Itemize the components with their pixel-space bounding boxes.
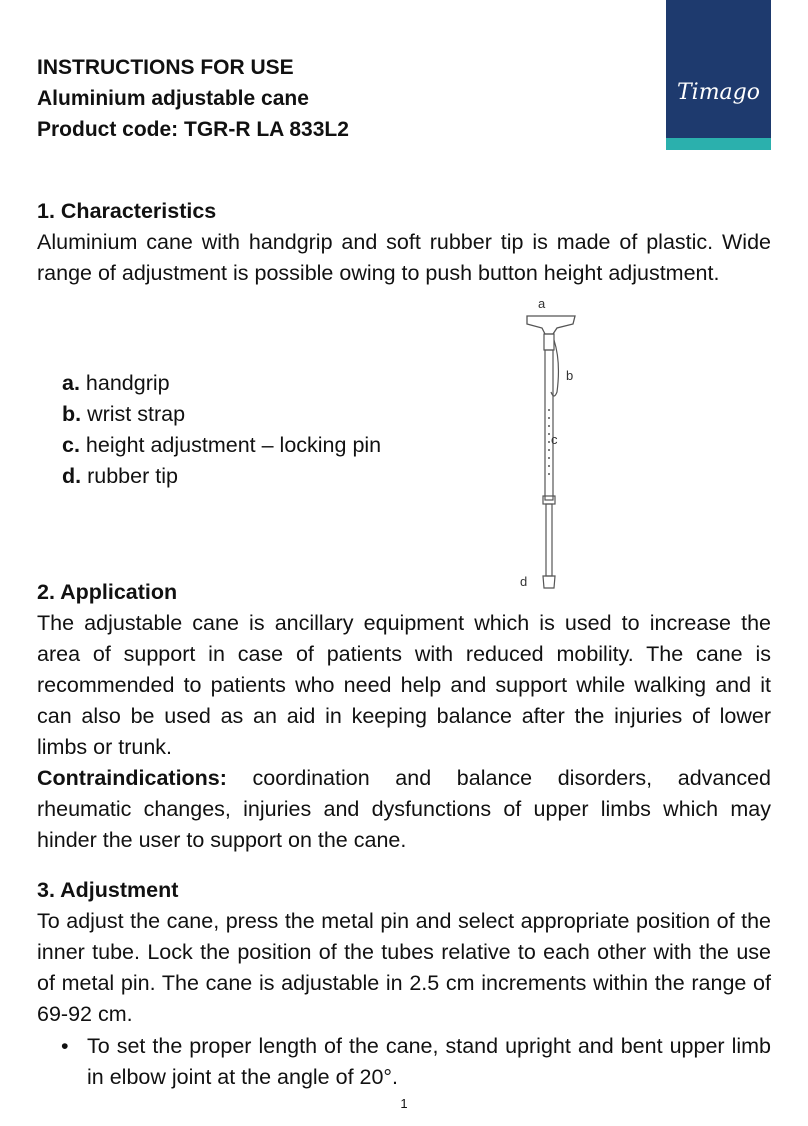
header-title: INSTRUCTIONS FOR USE — [37, 56, 294, 79]
adjustment-hole — [548, 473, 550, 475]
header-product-code: Product code: TGR-R LA 833L2 — [37, 118, 349, 141]
cane-diagram — [505, 292, 595, 594]
label-d: d — [520, 574, 528, 589]
section-body: To adjust the cane, press the metal pin and select appropriate position of the inner tube. Lock the position of the tubes relative to each other with the use of metal pin. The cane is adjustable in 2.5 cm increments within the range of 69-92 cm. — [37, 909, 771, 1026]
adjustment-hole — [548, 433, 550, 435]
adjustment-hole — [548, 465, 550, 467]
section-heading: 2. Application — [37, 580, 178, 604]
adjustment-hole — [548, 425, 550, 427]
bullet-glyph: • — [61, 1034, 69, 1058]
list-item: c. height adjustment – locking pin — [62, 433, 382, 457]
adjustment-hole — [548, 409, 550, 411]
header-product-name: Aluminium adjustable cane — [37, 87, 309, 110]
bullet-text: To set the proper length of the cane, stand upright and bent upper limb in elbow joint at the angle of 20°. — [87, 1034, 771, 1089]
section-body: The adjustable cane is ancillary equipment which is used to increase the area of support in case of patients with reduced mobility. The cane is recommended to patients who need help and support while walking and it can also be used as an aid in keeping balance after the injuries of lower limbs or trunk. — [37, 611, 771, 759]
section-application — [37, 577, 771, 856]
section-adjustment — [37, 875, 771, 1030]
list-item: d. rubber tip — [62, 464, 178, 488]
label-b: b — [566, 368, 574, 383]
inner-tube — [546, 504, 552, 576]
list-item: a. handgrip — [62, 371, 170, 395]
wrist-strap — [551, 340, 558, 396]
label-a: a — [538, 296, 546, 311]
section-body: Aluminium cane with handgrip and soft rubber tip is made of plastic. Wide range of adjustment is possible owing to push button height adjustment. — [37, 230, 771, 285]
brand-logo — [666, 0, 771, 150]
adjustment-hole — [548, 441, 550, 443]
adjustment-hole — [548, 417, 550, 419]
section-heading: 3. Adjustment — [37, 878, 179, 902]
contraindications-label: Contraindications: — [37, 766, 227, 790]
parts-list — [62, 368, 381, 492]
logo-stripe — [666, 138, 771, 150]
contraindications-paragraph — [37, 763, 771, 856]
list-item: b. wrist strap — [62, 402, 186, 426]
adjustment-hole — [548, 457, 550, 459]
bullet-item — [61, 1031, 771, 1093]
brand-wordmark: Timago — [676, 80, 760, 105]
cane-collar — [544, 334, 554, 350]
label-c: c — [551, 432, 558, 447]
page-number: 1 — [400, 1096, 408, 1111]
contraindications-text: coordination and balance disorders, advanced rheumatic changes, injuries and dysfunctions of upper limbs which may hinder the user to support on the cane. — [37, 766, 771, 852]
adjustment-hole — [548, 449, 550, 451]
document-header — [37, 52, 349, 145]
section-characteristics — [37, 196, 771, 289]
section-heading: 1. Characteristics — [37, 199, 217, 223]
handgrip-shape — [527, 316, 575, 334]
